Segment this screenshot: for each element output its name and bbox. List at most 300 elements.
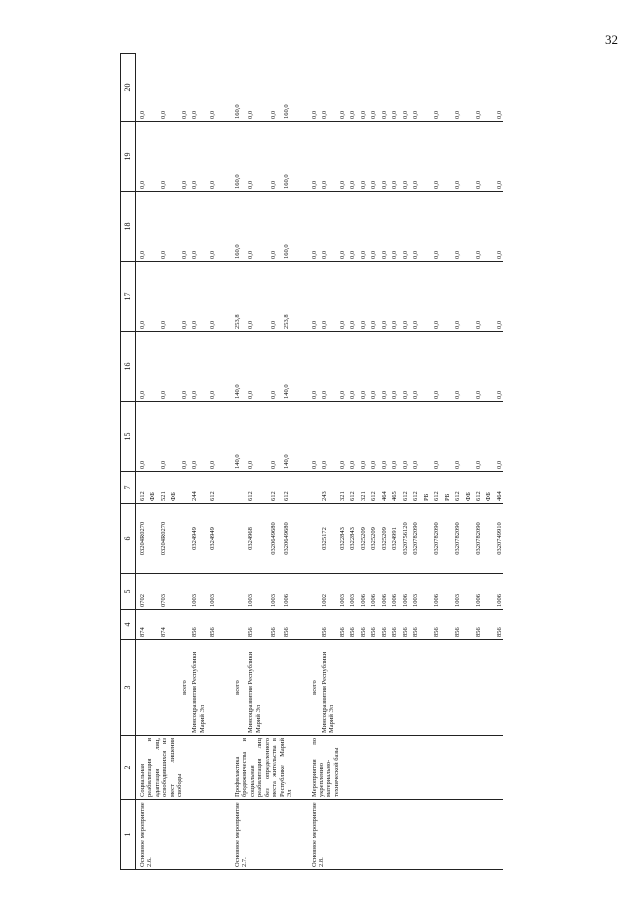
section-spacer xyxy=(217,54,231,870)
col-header: 19 xyxy=(121,122,136,192)
rzpr-code: 1003 xyxy=(409,574,419,610)
value-col-15: 0,0 xyxy=(451,402,461,472)
csr-code: 03204R0270 xyxy=(136,504,147,574)
value-col-16: 0,0 xyxy=(178,332,188,402)
rzpr-code: 1003 xyxy=(244,574,267,610)
spacer-cell xyxy=(294,332,308,402)
value-col-20 xyxy=(167,54,177,122)
rzpr-code: 1003 xyxy=(206,574,216,610)
spacer-cell xyxy=(217,574,231,610)
spacer-cell xyxy=(294,736,308,800)
rzpr-code xyxy=(178,574,188,610)
spacer-cell xyxy=(217,402,231,472)
value-col-19: 0,0 xyxy=(188,122,206,192)
value-col-16 xyxy=(167,332,177,402)
spacer-cell xyxy=(217,262,231,332)
value-col-20: 0,0 xyxy=(136,54,147,122)
executor: Минсоцразвития Республики Марий Эл xyxy=(188,640,206,736)
value-col-20: 0,0 xyxy=(388,54,398,122)
value-col-17: 0,0 xyxy=(409,262,419,332)
value-col-17 xyxy=(167,262,177,332)
budget-table xyxy=(120,53,503,870)
value-col-16: 0,0 xyxy=(308,332,318,402)
value-col-18 xyxy=(482,192,492,262)
spacer-cell xyxy=(217,122,231,192)
value-col-18: 160,0 xyxy=(280,192,293,262)
value-col-16: 0,0 xyxy=(409,332,419,402)
value-col-20 xyxy=(482,54,492,122)
vr-code: 321 xyxy=(357,472,367,504)
value-col-19 xyxy=(482,122,492,192)
value-col-16: 0,0 xyxy=(336,332,346,402)
value-col-16: 140,0 xyxy=(280,332,293,402)
grbs-code: 856 xyxy=(188,610,206,640)
value-col-19 xyxy=(146,122,156,192)
value-col-19: 0,0 xyxy=(267,122,280,192)
value-col-17: 0,0 xyxy=(399,262,409,332)
value-col-20: 160,0 xyxy=(280,54,293,122)
csr-code: 0320649680 xyxy=(280,504,293,574)
executor xyxy=(409,640,419,736)
grbs-code xyxy=(146,610,156,640)
value-col-17: 0,0 xyxy=(244,262,267,332)
executor xyxy=(346,640,356,736)
csr-code: 0322843 xyxy=(336,504,346,574)
executor xyxy=(157,640,167,736)
rzpr-code: 1003 xyxy=(346,574,356,610)
value-col-16: 0,0 xyxy=(367,332,377,402)
executor xyxy=(472,640,482,736)
col-header: 16 xyxy=(121,332,136,402)
value-col-16: 0,0 xyxy=(157,332,167,402)
value-col-16: 0,0 xyxy=(430,332,440,402)
rzpr-code: 1003 xyxy=(336,574,346,610)
spacer-cell xyxy=(294,54,308,122)
spacer-cell xyxy=(294,472,308,504)
vr-code: 612 xyxy=(280,472,293,504)
vr-code: 612 xyxy=(399,472,409,504)
csr-code: 0325209 xyxy=(378,504,388,574)
spacer-cell xyxy=(294,402,308,472)
spacer-cell xyxy=(217,192,231,262)
value-col-16 xyxy=(420,332,430,402)
value-col-20: 0,0 xyxy=(472,54,482,122)
value-col-19 xyxy=(167,122,177,192)
rzpr-code: 1006 xyxy=(399,574,409,610)
value-col-18: 0,0 xyxy=(336,192,346,262)
value-col-15: 0,0 xyxy=(188,402,206,472)
vr-code: 612 xyxy=(472,472,482,504)
measure-name: Основное мероприятие 2.7. xyxy=(231,800,294,870)
grbs-code: 856 xyxy=(280,610,293,640)
value-col-16: 140,0 xyxy=(231,332,244,402)
value-col-18: 0,0 xyxy=(367,192,377,262)
value-col-17: 0,0 xyxy=(336,262,346,332)
value-col-18: 0,0 xyxy=(136,192,147,262)
measure-description: Социальная реабилитация и адаптация лиц, освободившихся из мест лишения свободы xyxy=(136,736,217,800)
value-col-19: 0,0 xyxy=(318,122,336,192)
value-col-17: 0,0 xyxy=(378,262,388,332)
col-header: 18 xyxy=(121,192,136,262)
value-col-20: 0,0 xyxy=(157,54,167,122)
grbs-code xyxy=(167,610,177,640)
executor xyxy=(451,640,461,736)
vr-code xyxy=(308,472,318,504)
value-col-16: 0,0 xyxy=(136,332,147,402)
csr-code xyxy=(420,504,430,574)
vr-code: ФБ xyxy=(146,472,156,504)
rzpr-code: 1002 xyxy=(318,574,336,610)
value-col-18: 0,0 xyxy=(357,192,367,262)
value-col-20: 0,0 xyxy=(367,54,377,122)
value-col-20: 0,0 xyxy=(430,54,440,122)
value-col-19 xyxy=(462,122,472,192)
vr-code: 612 xyxy=(367,472,377,504)
vr-code: 612 xyxy=(244,472,267,504)
rzpr-code: 1003 xyxy=(267,574,280,610)
measure-name: Основное мероприятие 2.6. xyxy=(136,800,217,870)
value-col-15: 0,0 xyxy=(318,402,336,472)
rzpr-code: 1006 xyxy=(357,574,367,610)
col-header: 5 xyxy=(121,574,136,610)
rzpr-code: 1006 xyxy=(472,574,482,610)
grbs-code: 856 xyxy=(346,610,356,640)
col-header: 6 xyxy=(121,504,136,574)
value-col-20: 0,0 xyxy=(451,54,461,122)
value-col-17 xyxy=(420,262,430,332)
value-col-16 xyxy=(462,332,472,402)
value-col-16: 0,0 xyxy=(267,332,280,402)
value-col-17: 0,0 xyxy=(308,262,318,332)
vr-code: 612 xyxy=(206,472,216,504)
rzpr-code xyxy=(482,574,492,610)
value-col-17 xyxy=(462,262,472,332)
grbs-code: 856 xyxy=(318,610,336,640)
executor xyxy=(167,640,177,736)
measure-description: Профилактика бродяжничества и социальная реабилитация лиц без определенного места жительства в Республике Марий Эл xyxy=(231,736,294,800)
grbs-code: 856 xyxy=(206,610,216,640)
rzpr-code xyxy=(308,574,318,610)
executor xyxy=(430,640,440,736)
csr-code: 0325209 xyxy=(367,504,377,574)
value-col-15: 0,0 xyxy=(346,402,356,472)
rzpr-code: 0702 xyxy=(136,574,147,610)
rzpr-code: 1006 xyxy=(430,574,440,610)
value-col-18 xyxy=(167,192,177,262)
table-row xyxy=(231,54,244,870)
vr-code: 465 xyxy=(388,472,398,504)
grbs-code: 856 xyxy=(244,610,267,640)
rzpr-code: 1006 xyxy=(388,574,398,610)
value-col-19: 0,0 xyxy=(357,122,367,192)
value-col-16: 0,0 xyxy=(357,332,367,402)
grbs-code xyxy=(482,610,492,640)
grbs-code xyxy=(178,610,188,640)
executor xyxy=(441,640,451,736)
value-col-18: 0,0 xyxy=(188,192,206,262)
value-col-18: 0,0 xyxy=(318,192,336,262)
value-col-20: 0,0 xyxy=(357,54,367,122)
spacer-cell xyxy=(294,640,308,736)
executor: всего xyxy=(308,640,318,736)
spacer-cell xyxy=(294,574,308,610)
value-col-15: 0,0 xyxy=(136,402,147,472)
grbs-code: 856 xyxy=(399,610,409,640)
csr-code: 0322843 xyxy=(346,504,356,574)
spacer-cell xyxy=(294,610,308,640)
vr-code: ФБ xyxy=(167,472,177,504)
vr-code: РБ xyxy=(441,472,451,504)
value-col-19: 160,0 xyxy=(231,122,244,192)
value-col-20: 0,0 xyxy=(409,54,419,122)
value-col-18: 0,0 xyxy=(409,192,419,262)
value-col-19: 0,0 xyxy=(136,122,147,192)
value-col-18: 0,0 xyxy=(308,192,318,262)
rzpr-code: 1003 xyxy=(188,574,206,610)
value-col-20 xyxy=(420,54,430,122)
value-col-15: 140,0 xyxy=(231,402,244,472)
value-col-20: 0,0 xyxy=(318,54,336,122)
value-col-20: 160,0 xyxy=(231,54,244,122)
rzpr-code xyxy=(146,574,156,610)
value-col-15: 0,0 xyxy=(388,402,398,472)
value-col-15 xyxy=(167,402,177,472)
grbs-code: 856 xyxy=(493,610,503,640)
csr-code xyxy=(482,504,492,574)
executor xyxy=(462,640,472,736)
col-header: 1 xyxy=(121,800,136,870)
value-col-15 xyxy=(420,402,430,472)
csr-code: 0325209 xyxy=(357,504,367,574)
value-col-19: 0,0 xyxy=(388,122,398,192)
value-col-18: 0,0 xyxy=(430,192,440,262)
col-header: 3 xyxy=(121,640,136,736)
value-col-19 xyxy=(420,122,430,192)
value-col-15: 140,0 xyxy=(280,402,293,472)
value-col-15 xyxy=(462,402,472,472)
value-col-20 xyxy=(441,54,451,122)
value-col-19: 0,0 xyxy=(472,122,482,192)
vr-code: ФБ xyxy=(482,472,492,504)
value-col-19: 0,0 xyxy=(178,122,188,192)
value-col-17: 253,8 xyxy=(280,262,293,332)
vr-code xyxy=(178,472,188,504)
rotated-budget-table xyxy=(120,54,639,870)
csr-code: 0320782090 xyxy=(451,504,461,574)
value-col-20: 0,0 xyxy=(493,54,503,122)
value-col-17: 0,0 xyxy=(157,262,167,332)
value-col-20: 0,0 xyxy=(267,54,280,122)
header-row xyxy=(121,54,136,870)
value-col-17: 0,0 xyxy=(493,262,503,332)
value-col-15: 0,0 xyxy=(308,402,318,472)
spacer-cell xyxy=(217,472,231,504)
value-col-16 xyxy=(441,332,451,402)
csr-code: 0325172 xyxy=(318,504,336,574)
executor xyxy=(367,640,377,736)
value-col-15 xyxy=(482,402,492,472)
value-col-16: 0,0 xyxy=(378,332,388,402)
value-col-19: 0,0 xyxy=(244,122,267,192)
value-col-15: 0,0 xyxy=(267,402,280,472)
value-col-18: 0,0 xyxy=(206,192,216,262)
csr-code xyxy=(167,504,177,574)
rzpr-code: 1003 xyxy=(451,574,461,610)
executor: Минсоцразвития Республики Марий Эл xyxy=(318,640,336,736)
rzpr-code: 0703 xyxy=(157,574,167,610)
csr-code: 0324968 xyxy=(244,504,267,574)
vr-code: 612 xyxy=(409,472,419,504)
grbs-code xyxy=(231,610,244,640)
csr-code: 0324991 xyxy=(388,504,398,574)
vr-code: ФБ xyxy=(462,472,472,504)
csr-code: 0320649680 xyxy=(267,504,280,574)
value-col-18: 0,0 xyxy=(157,192,167,262)
value-col-16: 0,0 xyxy=(188,332,206,402)
value-col-20: 0,0 xyxy=(336,54,346,122)
value-col-17: 0,0 xyxy=(472,262,482,332)
value-col-18: 0,0 xyxy=(493,192,503,262)
value-col-17 xyxy=(441,262,451,332)
value-col-15: 0,0 xyxy=(378,402,388,472)
grbs-code xyxy=(441,610,451,640)
rzpr-code xyxy=(420,574,430,610)
grbs-code: 874 xyxy=(136,610,147,640)
executor: всего xyxy=(231,640,244,736)
value-col-17: 253,8 xyxy=(231,262,244,332)
csr-code: 0320782090 xyxy=(430,504,440,574)
vr-code: 612 xyxy=(136,472,147,504)
value-col-17: 0,0 xyxy=(206,262,216,332)
page-number: 32 xyxy=(605,32,618,47)
value-col-17: 0,0 xyxy=(267,262,280,332)
grbs-code: 874 xyxy=(157,610,167,640)
csr-code xyxy=(178,504,188,574)
value-col-19: 0,0 xyxy=(346,122,356,192)
value-col-15: 0,0 xyxy=(493,402,503,472)
rzpr-code: 1006 xyxy=(367,574,377,610)
rzpr-code xyxy=(441,574,451,610)
executor xyxy=(280,640,293,736)
col-header: 4 xyxy=(121,610,136,640)
value-col-15: 0,0 xyxy=(336,402,346,472)
csr-code: 0320782090 xyxy=(409,504,419,574)
value-col-15: 0,0 xyxy=(472,402,482,472)
col-header: 20 xyxy=(121,54,136,122)
grbs-code xyxy=(420,610,430,640)
value-col-15: 0,0 xyxy=(178,402,188,472)
csr-code: 03204R0270 xyxy=(157,504,167,574)
rzpr-code xyxy=(462,574,472,610)
value-col-17: 0,0 xyxy=(388,262,398,332)
csr-code xyxy=(146,504,156,574)
value-col-17: 0,0 xyxy=(188,262,206,332)
table-row xyxy=(308,54,318,870)
value-col-18 xyxy=(420,192,430,262)
executor xyxy=(136,640,147,736)
value-col-17: 0,0 xyxy=(367,262,377,332)
grbs-code: 856 xyxy=(267,610,280,640)
section-spacer xyxy=(294,54,308,870)
executor: всего xyxy=(178,640,188,736)
value-col-17: 0,0 xyxy=(178,262,188,332)
executor xyxy=(482,640,492,736)
measure-description: Мероприятия по укреплению материально-технической базы xyxy=(308,736,504,800)
vr-code: 244 xyxy=(188,472,206,504)
grbs-code xyxy=(462,610,472,640)
value-col-19: 0,0 xyxy=(157,122,167,192)
value-col-20 xyxy=(462,54,472,122)
value-col-18: 0,0 xyxy=(178,192,188,262)
executor xyxy=(357,640,367,736)
value-col-17: 0,0 xyxy=(451,262,461,332)
executor xyxy=(399,640,409,736)
value-col-17: 0,0 xyxy=(430,262,440,332)
value-col-19: 0,0 xyxy=(399,122,409,192)
value-col-19: 0,0 xyxy=(378,122,388,192)
csr-code: 0324949 xyxy=(206,504,216,574)
value-col-19 xyxy=(441,122,451,192)
vr-code: 464 xyxy=(378,472,388,504)
rzpr-code xyxy=(231,574,244,610)
vr-code: 243 xyxy=(318,472,336,504)
value-col-15 xyxy=(146,402,156,472)
col-header: 17 xyxy=(121,262,136,332)
value-col-19: 0,0 xyxy=(308,122,318,192)
value-col-15: 0,0 xyxy=(409,402,419,472)
executor xyxy=(267,640,280,736)
spacer-cell xyxy=(294,192,308,262)
csr-code xyxy=(441,504,451,574)
value-col-16: 0,0 xyxy=(399,332,409,402)
csr-code: 0320756120 xyxy=(399,504,409,574)
grbs-code: 856 xyxy=(378,610,388,640)
value-col-19: 160,0 xyxy=(280,122,293,192)
rzpr-code: 1006 xyxy=(280,574,293,610)
csr-code xyxy=(462,504,472,574)
value-col-16: 0,0 xyxy=(346,332,356,402)
value-col-20: 0,0 xyxy=(206,54,216,122)
executor xyxy=(378,640,388,736)
value-col-16 xyxy=(146,332,156,402)
executor xyxy=(146,640,156,736)
vr-code: 612 xyxy=(451,472,461,504)
col-header: 15 xyxy=(121,402,136,472)
executor xyxy=(206,640,216,736)
value-col-19: 0,0 xyxy=(409,122,419,192)
col-header: 2 xyxy=(121,736,136,800)
value-col-16: 0,0 xyxy=(206,332,216,402)
executor xyxy=(493,640,503,736)
value-col-15: 0,0 xyxy=(157,402,167,472)
value-col-17 xyxy=(146,262,156,332)
value-col-15: 0,0 xyxy=(399,402,409,472)
grbs-code xyxy=(308,610,318,640)
csr-code: 0320749910 xyxy=(493,504,503,574)
grbs-code: 856 xyxy=(357,610,367,640)
value-col-17 xyxy=(482,262,492,332)
col-header: 7 xyxy=(121,472,136,504)
grbs-code: 856 xyxy=(472,610,482,640)
spacer-cell xyxy=(217,332,231,402)
value-col-20: 0,0 xyxy=(188,54,206,122)
spacer-cell xyxy=(217,610,231,640)
value-col-17: 0,0 xyxy=(357,262,367,332)
value-col-15: 0,0 xyxy=(430,402,440,472)
value-col-19: 0,0 xyxy=(493,122,503,192)
grbs-code: 856 xyxy=(409,610,419,640)
executor: Минсоцразвития Республики Марий Эл xyxy=(244,640,267,736)
